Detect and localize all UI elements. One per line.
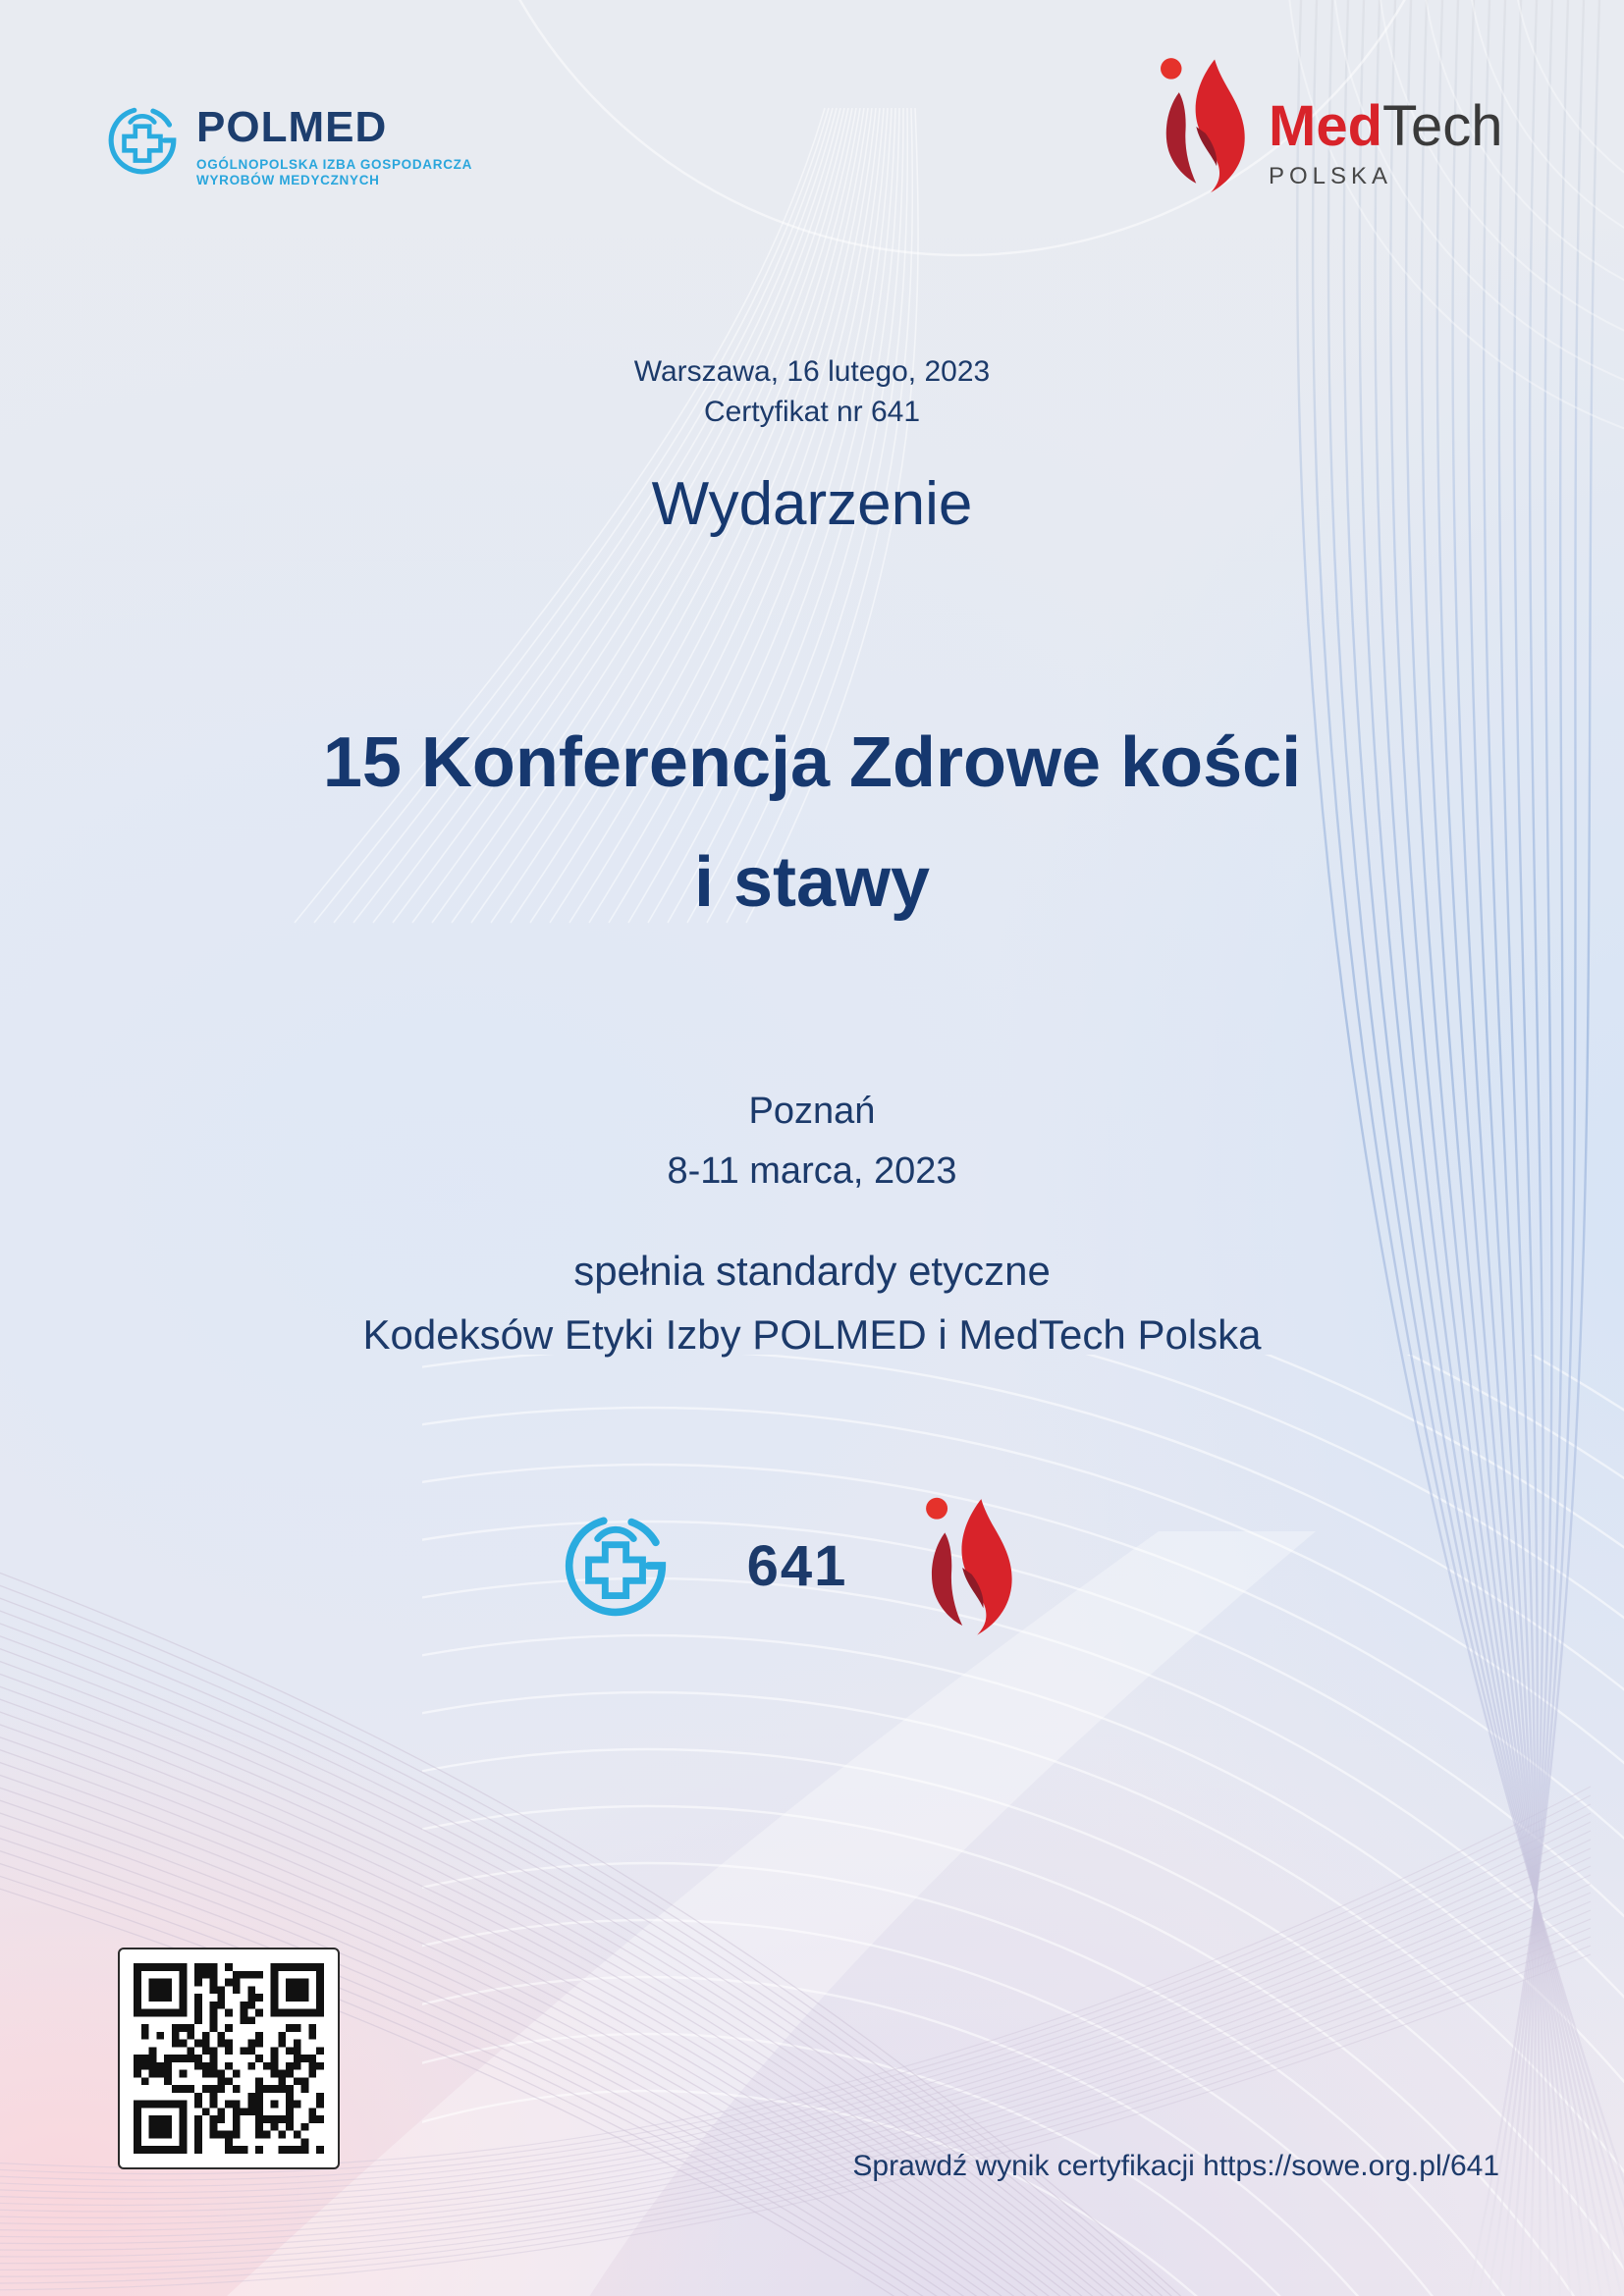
- event-title-line2: i stawy: [693, 843, 931, 923]
- certificate-meta: [0, 351, 1624, 432]
- medtech-polska-logo: [1157, 55, 1503, 194]
- polmed-subtitle-line2: WYROBÓW MEDYCZNYCH: [196, 173, 380, 188]
- event-type-label: Wydarzenie: [651, 470, 973, 538]
- event-title-line1: 15 Konferencja Zdrowe kości: [322, 723, 1302, 802]
- place-and-date: Warszawa, 16 lutego, 2023: [633, 355, 991, 388]
- certificate-number-badge: 641: [746, 1533, 848, 1598]
- polmed-subtitle-line1: OGÓLNOPOLSKA IZBA GOSPODARCZA: [196, 157, 473, 172]
- ethics-statement-line2: Kodeksów Etyki Izby POLMED i MedTech Polska: [362, 1311, 1262, 1359]
- verification-qr-code: [118, 1948, 340, 2169]
- polmed-cross-icon: [104, 102, 181, 179]
- medtech-name-tech: Tech: [1382, 94, 1503, 158]
- ethics-statement: [0, 1239, 1624, 1366]
- medtech-flame-icon: [922, 1494, 1016, 1637]
- event-title: [0, 703, 1624, 943]
- certificate-number-line: Certyfikat nr 641: [703, 396, 921, 429]
- certificate-badge-row: [0, 1492, 1599, 1639]
- medtech-name-med: Med: [1269, 94, 1382, 158]
- polmed-cross-icon: [559, 1509, 673, 1623]
- ethics-statement-line1: spełnia standardy etyczne: [573, 1248, 1051, 1294]
- event-location: Poznań: [748, 1091, 876, 1132]
- event-dates: 8-11 marca, 2023: [667, 1149, 957, 1192]
- polmed-logo-text: [196, 102, 472, 188]
- event-location-block: [0, 1082, 1624, 1201]
- medtech-flame-icon: [1157, 55, 1249, 194]
- polmed-logo-name: POLMED: [196, 103, 388, 151]
- polmed-logo: [104, 102, 472, 188]
- medtech-logo-text: [1269, 94, 1503, 190]
- qr-code-canvas: [134, 1963, 324, 2154]
- medtech-logo-name: [1269, 94, 1503, 158]
- verify-result-text: Sprawdź wynik certyfikacji https://sowe.org.pl/641: [852, 2150, 1499, 2182]
- polmed-logo-subtitle: [196, 157, 472, 188]
- medtech-logo-subtitle: POLSKA: [1269, 163, 1393, 189]
